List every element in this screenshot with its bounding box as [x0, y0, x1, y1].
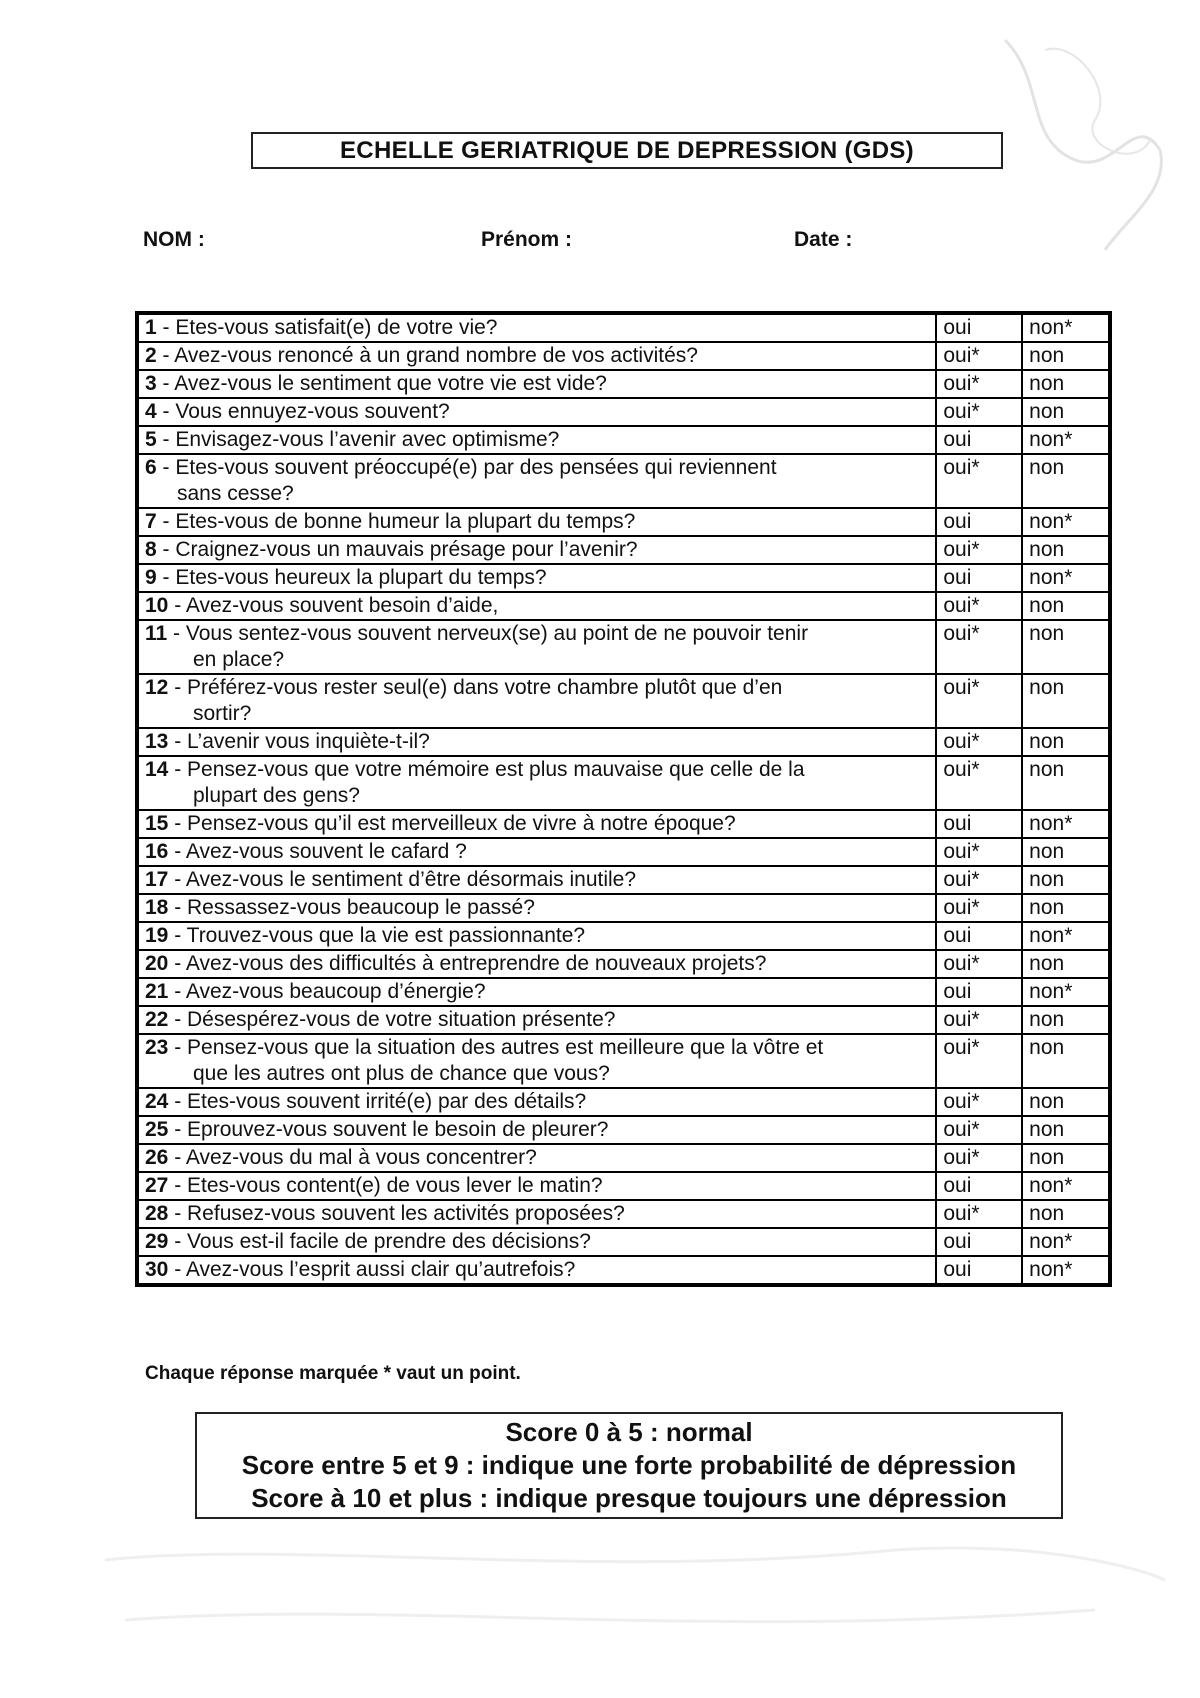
question-row [137, 1228, 1110, 1256]
question-row [137, 1088, 1110, 1116]
answer-non[interactable]: non* [1022, 1228, 1110, 1256]
answer-oui[interactable]: oui [936, 1172, 1022, 1200]
nom-label: NOM : [143, 228, 205, 251]
question-number: 11 [145, 622, 168, 645]
question-number: 3 [145, 372, 157, 395]
question-text-cell [137, 1256, 936, 1285]
question-row [137, 866, 1110, 894]
question-text-cell [137, 398, 936, 426]
question-text: - Avez-vous du mal à vous concentrer? [168, 1146, 537, 1169]
question-row [137, 620, 1110, 674]
question-row [137, 536, 1110, 564]
answer-oui[interactable]: oui* [936, 454, 1022, 508]
answer-oui[interactable]: oui* [936, 866, 1022, 894]
answer-non[interactable]: non* [1022, 810, 1110, 838]
scoring-note: Chaque réponse marquée * vaut un point. [145, 1363, 521, 1384]
question-row [137, 454, 1110, 508]
question-text: - Avez-vous le sentiment que votre vie est vide? [156, 372, 607, 395]
answer-non[interactable]: non* [1022, 922, 1110, 950]
question-row [137, 838, 1110, 866]
question-text: - Vous est-il facile de prendre des décisions? [168, 1230, 591, 1253]
question-row [137, 1144, 1110, 1172]
question-text-cell [137, 508, 936, 536]
answer-oui[interactable]: oui* [936, 728, 1022, 756]
question-number: 4 [145, 400, 157, 423]
score-line-depression: Score à 10 et plus : indique presque toujours une dépression [251, 1483, 1007, 1513]
answer-non[interactable]: non* [1022, 978, 1110, 1006]
answer-oui[interactable]: oui* [936, 674, 1022, 728]
question-row [137, 1256, 1110, 1285]
question-row [137, 1200, 1110, 1228]
question-number: 24 [145, 1090, 169, 1113]
question-text: - Etes-vous souvent préoccupé(e) par des pensées qui reviennent [156, 456, 777, 479]
answer-non[interactable]: non [1022, 950, 1110, 978]
question-number: 20 [145, 952, 169, 975]
question-text-continuation: sans cesse? [177, 482, 294, 505]
question-text-cell [137, 536, 936, 564]
question-row [137, 728, 1110, 756]
question-text-cell [137, 894, 936, 922]
answer-non[interactable]: non [1022, 620, 1110, 674]
question-text: - Vous sentez-vous souvent nerveux(se) au point de ne pouvoir tenir [167, 622, 809, 645]
answer-oui[interactable]: oui* [936, 756, 1022, 810]
question-text: - Pensez-vous que la situation des autres est meilleure que la vôtre et [168, 1036, 824, 1059]
question-row [137, 922, 1110, 950]
answer-non[interactable]: non* [1022, 1256, 1110, 1285]
answer-non[interactable]: non [1022, 728, 1110, 756]
question-text-cell [137, 1116, 936, 1144]
question-row [137, 426, 1110, 454]
answer-oui[interactable]: oui [936, 508, 1022, 536]
question-text: - Craignez-vous un mauvais présage pour l’avenir? [156, 538, 638, 561]
question-text-cell [137, 620, 936, 674]
answer-oui[interactable]: oui* [936, 1116, 1022, 1144]
answer-non[interactable]: non [1022, 454, 1110, 508]
answer-oui[interactable]: oui* [936, 894, 1022, 922]
score-line-normal: Score 0 à 5 : normal [505, 1417, 753, 1447]
answer-non[interactable]: non* [1022, 1172, 1110, 1200]
question-number: 8 [145, 538, 157, 561]
question-text: - Etes-vous satisfait(e) de votre vie? [156, 316, 498, 339]
question-text-cell [137, 1088, 936, 1116]
question-number: 15 [145, 812, 169, 835]
question-number: 26 [145, 1146, 169, 1169]
question-text: - Avez-vous l’esprit aussi clair qu’autrefois? [168, 1258, 576, 1281]
question-number: 17 [145, 868, 169, 891]
answer-non[interactable]: non [1022, 370, 1110, 398]
question-text: - Pensez-vous que votre mémoire est plus mauvaise que celle de la [168, 758, 805, 781]
answer-oui[interactable]: oui* [936, 950, 1022, 978]
question-row [137, 1034, 1110, 1088]
answer-oui[interactable]: oui* [936, 370, 1022, 398]
question-text: - Avez-vous le sentiment d’être désormais inutile? [168, 868, 637, 891]
question-number: 18 [145, 896, 169, 919]
answer-oui[interactable]: oui [936, 426, 1022, 454]
question-text: - Avez-vous souvent le cafard ? [168, 840, 467, 863]
question-text-cell [137, 838, 936, 866]
question-text-cell [137, 342, 936, 370]
answer-oui[interactable]: oui* [936, 1144, 1022, 1172]
question-number: 10 [145, 594, 169, 617]
answer-oui[interactable]: oui* [936, 1034, 1022, 1088]
question-text: - Avez-vous beaucoup d’énergie? [168, 980, 486, 1003]
answer-non[interactable]: non [1022, 1200, 1110, 1228]
question-text: - Trouvez-vous que la vie est passionnante? [168, 924, 586, 947]
answer-oui[interactable]: oui [936, 564, 1022, 592]
question-text-cell [137, 313, 936, 342]
answer-non[interactable]: non [1022, 756, 1110, 810]
answer-non[interactable]: non [1022, 838, 1110, 866]
question-text-cell [137, 370, 936, 398]
question-text: - Etes-vous content(e) de vous lever le matin? [168, 1174, 603, 1197]
question-text-cell [137, 1144, 936, 1172]
question-text-cell [137, 866, 936, 894]
question-text: - Eprouvez-vous souvent le besoin de pleurer? [168, 1118, 609, 1141]
answer-non[interactable]: non [1022, 1144, 1110, 1172]
answer-non[interactable]: non* [1022, 313, 1110, 342]
question-row [137, 978, 1110, 1006]
question-text: - Vous ennuyez-vous souvent? [156, 400, 450, 423]
question-row [137, 756, 1110, 810]
question-number: 21 [145, 980, 169, 1003]
question-number: 28 [145, 1202, 169, 1225]
question-number: 16 [145, 840, 169, 863]
answer-oui[interactable]: oui* [936, 536, 1022, 564]
question-text-cell [137, 454, 936, 508]
question-text-cell [137, 674, 936, 728]
question-number: 2 [145, 344, 157, 367]
question-row [137, 592, 1110, 620]
answer-non[interactable]: non* [1022, 426, 1110, 454]
question-text-cell [137, 1172, 936, 1200]
question-text: - Etes-vous souvent irrité(e) par des détails? [168, 1090, 587, 1113]
question-text-cell [137, 810, 936, 838]
answer-oui[interactable]: oui [936, 313, 1022, 342]
question-text: - Désespérez-vous de votre situation présente? [168, 1008, 616, 1031]
question-text-continuation: plupart des gens? [193, 784, 360, 807]
question-text: - Pensez-vous qu’il est merveilleux de vivre à notre époque? [168, 812, 736, 835]
answer-oui[interactable]: oui* [936, 1006, 1022, 1034]
answer-oui[interactable]: oui [936, 810, 1022, 838]
answer-non[interactable]: non [1022, 866, 1110, 894]
answer-non[interactable]: non [1022, 342, 1110, 370]
question-row [137, 342, 1110, 370]
answer-non[interactable]: non* [1022, 508, 1110, 536]
question-text: - Avez-vous renoncé à un grand nombre de vos activités? [156, 344, 698, 367]
question-text-cell [137, 426, 936, 454]
answer-oui[interactable]: oui* [936, 1088, 1022, 1116]
question-text: - Ressassez-vous beaucoup le passé? [168, 896, 535, 919]
question-number: 25 [145, 1118, 169, 1141]
answer-non[interactable]: non [1022, 894, 1110, 922]
question-text-cell [137, 592, 936, 620]
question-text-continuation: sortir? [193, 702, 252, 725]
answer-oui[interactable]: oui* [936, 838, 1022, 866]
question-number: 9 [145, 566, 157, 589]
answer-non[interactable]: non [1022, 1088, 1110, 1116]
answer-oui[interactable]: oui* [936, 1200, 1022, 1228]
question-row [137, 1172, 1110, 1200]
question-row [137, 810, 1110, 838]
question-number: 29 [145, 1230, 169, 1253]
answer-non[interactable]: non [1022, 1116, 1110, 1144]
question-row [137, 1116, 1110, 1144]
question-row [137, 313, 1110, 342]
question-row [137, 398, 1110, 426]
questions-table [135, 311, 1112, 1287]
question-text-cell [137, 1228, 936, 1256]
question-number: 23 [145, 1036, 169, 1059]
score-line-probable: Score entre 5 et 9 : indique une forte probabilité de dépression [241, 1450, 1017, 1480]
date-label: Date : [794, 228, 853, 251]
question-text: - L’avenir vous inquiète-t-il? [168, 730, 430, 753]
question-number: 19 [145, 924, 169, 947]
answer-non[interactable]: non [1022, 536, 1110, 564]
question-text-cell [137, 756, 936, 810]
answer-oui[interactable]: oui [936, 978, 1022, 1006]
question-text-cell [137, 978, 936, 1006]
page-title: ECHELLE GERIATRIQUE DE DEPRESSION (GDS) [251, 132, 1003, 169]
answer-oui[interactable]: oui [936, 1256, 1022, 1285]
question-row [137, 1006, 1110, 1034]
question-number: 7 [145, 510, 157, 533]
answer-non[interactable]: non [1022, 1006, 1110, 1034]
answer-oui[interactable]: oui* [936, 620, 1022, 674]
answer-oui[interactable]: oui* [936, 398, 1022, 426]
answer-non[interactable]: non [1022, 674, 1110, 728]
question-text-continuation: en place? [193, 648, 285, 671]
question-text-cell [137, 1200, 936, 1228]
question-number: 12 [145, 676, 169, 699]
question-row [137, 894, 1110, 922]
question-row [137, 950, 1110, 978]
answer-oui[interactable]: oui* [936, 342, 1022, 370]
question-text-cell [137, 564, 936, 592]
score-interpretation-box [195, 1412, 1063, 1519]
question-row [137, 564, 1110, 592]
question-number: 6 [145, 456, 157, 479]
answer-non[interactable]: non [1022, 398, 1110, 426]
question-number: 27 [145, 1174, 169, 1197]
question-row [137, 674, 1110, 728]
question-text-cell [137, 950, 936, 978]
smudge-decoration [95, 1520, 1175, 1680]
question-text-continuation: que les autres ont plus de chance que vous? [193, 1062, 610, 1085]
question-text: - Avez-vous des difficultés à entreprendre de nouveaux projets? [168, 952, 767, 975]
question-number: 13 [145, 730, 169, 753]
question-text: - Etes-vous de bonne humeur la plupart du temps? [156, 510, 636, 533]
question-text-cell [137, 922, 936, 950]
answer-non[interactable]: non* [1022, 564, 1110, 592]
question-text: - Préférez-vous rester seul(e) dans votre chambre plutôt que d’en [168, 676, 783, 699]
question-number: 14 [145, 758, 169, 781]
answer-oui[interactable]: oui [936, 1228, 1022, 1256]
question-row [137, 370, 1110, 398]
question-text-cell [137, 1034, 936, 1088]
prenom-label: Prénom : [481, 228, 573, 251]
scribble-decoration [985, 20, 1185, 270]
answer-oui[interactable]: oui [936, 922, 1022, 950]
answer-non[interactable]: non [1022, 1034, 1110, 1088]
question-text: - Refusez-vous souvent les activités proposées? [168, 1202, 625, 1225]
question-text: - Etes-vous heureux la plupart du temps? [156, 566, 547, 589]
answer-non[interactable]: non [1022, 592, 1110, 620]
question-row [137, 508, 1110, 536]
question-number: 22 [145, 1008, 169, 1031]
question-text: - Envisagez-vous l’avenir avec optimisme? [156, 428, 560, 451]
question-number: 5 [145, 428, 157, 451]
question-text: - Avez-vous souvent besoin d’aide, [168, 594, 499, 617]
question-text-cell [137, 1006, 936, 1034]
question-number: 1 [145, 316, 157, 339]
answer-oui[interactable]: oui* [936, 592, 1022, 620]
question-text-cell [137, 728, 936, 756]
question-number: 30 [145, 1258, 169, 1281]
